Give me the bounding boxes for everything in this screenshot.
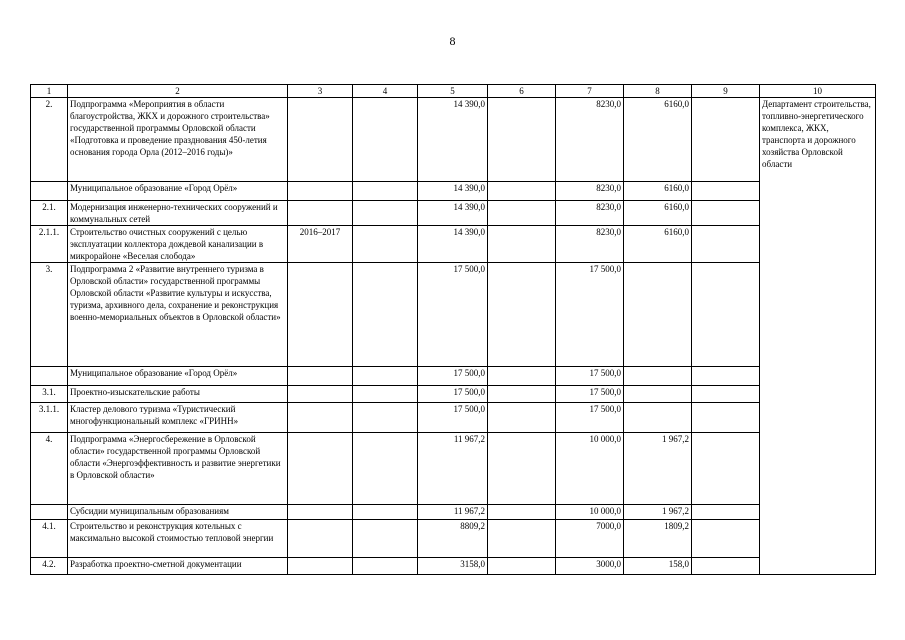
- row-name: Муниципальное образование «Город Орёл»: [68, 182, 288, 201]
- row-period: [288, 182, 353, 201]
- row-col9: [692, 433, 760, 505]
- row-col9: [692, 403, 760, 433]
- row-col9: [692, 558, 760, 575]
- row-col4: [353, 558, 418, 575]
- column-header: 8: [624, 85, 692, 98]
- row-col8: 6160,0: [624, 182, 692, 201]
- row-total: 11 967,2: [418, 433, 488, 505]
- row-total: 11 967,2: [418, 505, 488, 520]
- row-period: 2016–2017: [288, 226, 353, 263]
- row-col4: [353, 505, 418, 520]
- row-col9: [692, 98, 760, 182]
- row-col4: [353, 386, 418, 403]
- responsible-executor: Департамент строительства, топливно-энергетического комплекса, ЖКХ, транспорта и дорожного хозяйства Орловской области: [760, 98, 876, 575]
- row-total: 14 390,0: [418, 182, 488, 201]
- column-header: 9: [692, 85, 760, 98]
- row-col4: [353, 367, 418, 386]
- column-header: 5: [418, 85, 488, 98]
- row-col6: [488, 403, 556, 433]
- row-col8: 158,0: [624, 558, 692, 575]
- row-col9: [692, 367, 760, 386]
- table-row: [31, 505, 876, 520]
- row-col9: [692, 201, 760, 226]
- row-name: Разработка проектно-сметной документации: [68, 558, 288, 575]
- column-header: 10: [760, 85, 876, 98]
- row-name: Субсидии муниципальным образованиям: [68, 505, 288, 520]
- row-col7: 8230,0: [556, 182, 624, 201]
- row-total: 14 390,0: [418, 226, 488, 263]
- row-period: [288, 505, 353, 520]
- row-col6: [488, 520, 556, 558]
- row-col6: [488, 98, 556, 182]
- row-index: 4.1.: [31, 520, 68, 558]
- row-name: Модернизация инженерно-технических сооружений и коммунальных сетей: [68, 201, 288, 226]
- row-col6: [488, 201, 556, 226]
- row-total: 8809,2: [418, 520, 488, 558]
- row-col8: [624, 403, 692, 433]
- row-col8: 6160,0: [624, 201, 692, 226]
- row-period: [288, 98, 353, 182]
- row-col8: 6160,0: [624, 226, 692, 263]
- row-col9: [692, 263, 760, 367]
- table-row: [31, 182, 876, 201]
- row-index: 2.: [31, 98, 68, 182]
- row-col8: 6160,0: [624, 98, 692, 182]
- row-total: 17 500,0: [418, 263, 488, 367]
- row-col6: [488, 386, 556, 403]
- table-row: [31, 226, 876, 263]
- row-name: Подпрограмма 2 «Развитие внутреннего туризма в Орловской области» государственной программы Орловской области «Развитие культуры и искусства, туризма, архивного дела, сохранение и реконструкция военно-мемориальных объектов в Орловской области»: [68, 263, 288, 367]
- row-col4: [353, 433, 418, 505]
- row-index: 2.1.: [31, 201, 68, 226]
- row-total: 3158,0: [418, 558, 488, 575]
- row-col9: [692, 226, 760, 263]
- row-period: [288, 386, 353, 403]
- row-period: [288, 520, 353, 558]
- row-col6: [488, 367, 556, 386]
- row-col6: [488, 182, 556, 201]
- row-total: 17 500,0: [418, 403, 488, 433]
- row-col9: [692, 520, 760, 558]
- row-period: [288, 201, 353, 226]
- row-total: 14 390,0: [418, 201, 488, 226]
- row-index: 3.1.: [31, 386, 68, 403]
- row-col7: 17 500,0: [556, 386, 624, 403]
- row-col8: 1 967,2: [624, 505, 692, 520]
- row-col7: 17 500,0: [556, 403, 624, 433]
- table-row: [31, 386, 876, 403]
- row-total: 14 390,0: [418, 98, 488, 182]
- row-col4: [353, 226, 418, 263]
- row-col4: [353, 263, 418, 367]
- table-row: [31, 263, 876, 367]
- column-header: 2: [68, 85, 288, 98]
- row-name: Подпрограмма «Энергосбережение в Орловской области» государственной программы Орловской области «Энергоэффективность и развитие энергетики в Орловской области»: [68, 433, 288, 505]
- row-col7: 8230,0: [556, 98, 624, 182]
- row-index: 2.1.1.: [31, 226, 68, 263]
- row-index: 3.: [31, 263, 68, 367]
- row-index: 3.1.1.: [31, 403, 68, 433]
- row-col7: 3000,0: [556, 558, 624, 575]
- table-row: [31, 520, 876, 558]
- row-name: Подпрограмма «Мероприятия в области благоустройства, ЖКХ и дорожного строительства» государственной программы Орловской области «Подготовка и проведение празднования 450-летия основания города Орла (2012–2016 годы)»: [68, 98, 288, 182]
- row-col4: [353, 182, 418, 201]
- budget-table: [30, 84, 876, 575]
- row-col7: 17 500,0: [556, 263, 624, 367]
- header-row: [31, 85, 876, 98]
- row-name: Кластер делового туризма «Туристический многофункциональный комплекс «ГРИНН»: [68, 403, 288, 433]
- row-col9: [692, 182, 760, 201]
- row-total: 17 500,0: [418, 367, 488, 386]
- row-col6: [488, 433, 556, 505]
- column-header: 3: [288, 85, 353, 98]
- row-col4: [353, 201, 418, 226]
- row-index: [31, 505, 68, 520]
- row-period: [288, 433, 353, 505]
- table-row: [31, 403, 876, 433]
- row-col4: [353, 520, 418, 558]
- row-col7: 8230,0: [556, 201, 624, 226]
- row-col9: [692, 386, 760, 403]
- row-col6: [488, 263, 556, 367]
- row-col4: [353, 403, 418, 433]
- row-index: 4.2.: [31, 558, 68, 575]
- row-col8: 1809,2: [624, 520, 692, 558]
- row-col4: [353, 98, 418, 182]
- table-row: [31, 201, 876, 226]
- row-col6: [488, 226, 556, 263]
- table-row: [31, 367, 876, 386]
- row-col7: 17 500,0: [556, 367, 624, 386]
- column-header: 1: [31, 85, 68, 98]
- column-header: 7: [556, 85, 624, 98]
- row-col7: 10 000,0: [556, 433, 624, 505]
- column-header: 4: [353, 85, 418, 98]
- row-col8: [624, 263, 692, 367]
- row-name: Строительство очистных сооружений с целью эксплуатации коллектора дождевой канализации в микрорайоне «Веселая слобода»: [68, 226, 288, 263]
- row-name: Муниципальное образование «Город Орёл»: [68, 367, 288, 386]
- row-index: [31, 367, 68, 386]
- row-index: 4.: [31, 433, 68, 505]
- row-col7: 7000,0: [556, 520, 624, 558]
- row-period: [288, 263, 353, 367]
- row-period: [288, 367, 353, 386]
- row-col9: [692, 505, 760, 520]
- row-total: 17 500,0: [418, 386, 488, 403]
- row-col6: [488, 558, 556, 575]
- row-col7: 8230,0: [556, 226, 624, 263]
- table-row: [31, 433, 876, 505]
- row-col8: 1 967,2: [624, 433, 692, 505]
- table-row: [31, 558, 876, 575]
- row-col7: 10 000,0: [556, 505, 624, 520]
- row-col8: [624, 367, 692, 386]
- page-number: 8: [449, 34, 456, 48]
- column-header: 6: [488, 85, 556, 98]
- row-col6: [488, 505, 556, 520]
- row-col8: [624, 386, 692, 403]
- row-name: Строительство и реконструкция котельных с максимально высокой стоимостью тепловой энергии: [68, 520, 288, 558]
- row-name: Проектно-изыскательские работы: [68, 386, 288, 403]
- row-period: [288, 403, 353, 433]
- table-row: [31, 98, 876, 182]
- row-period: [288, 558, 353, 575]
- row-index: [31, 182, 68, 201]
